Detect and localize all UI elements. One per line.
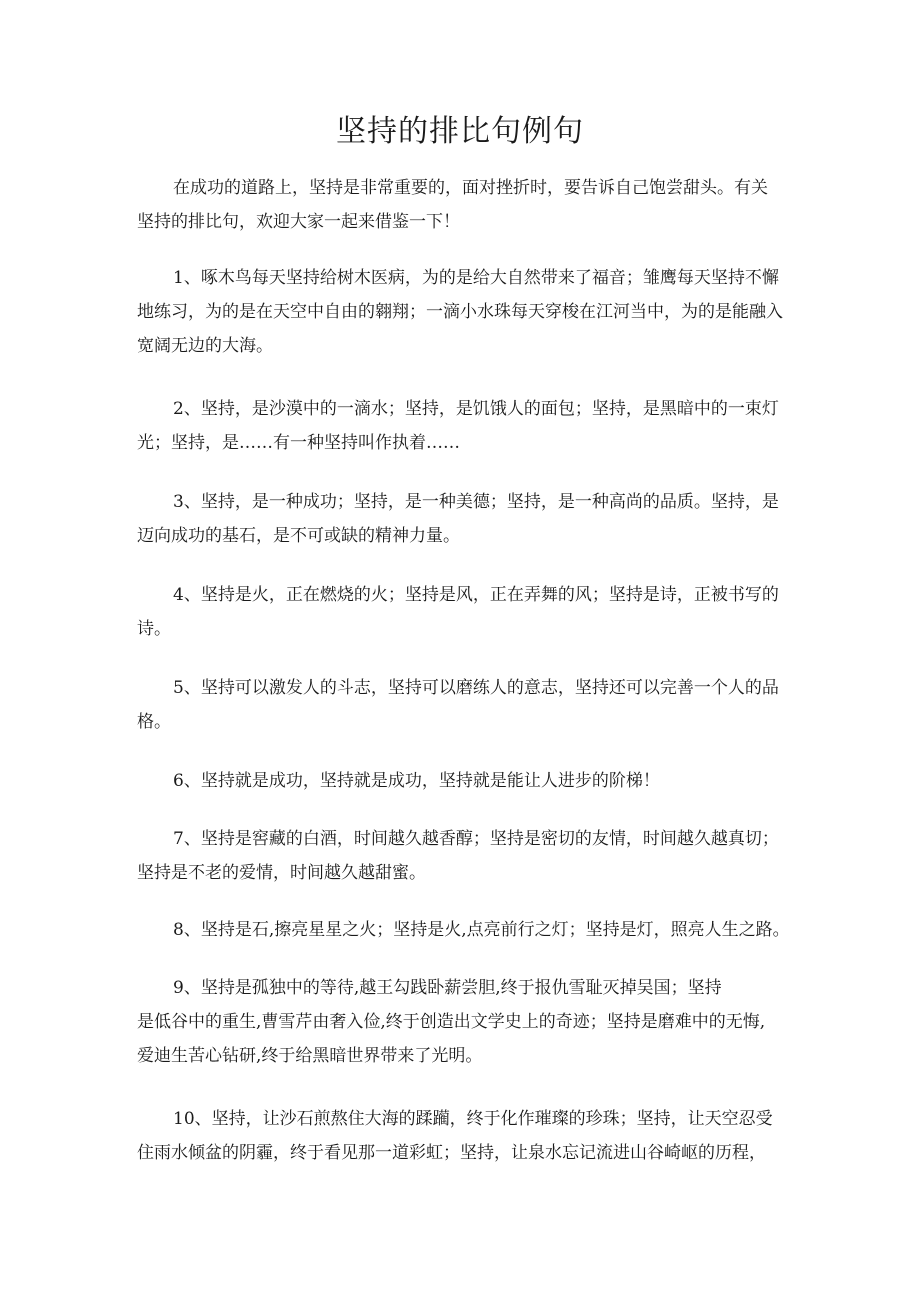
example-6-line-1: 6、坚持就是成功，坚持就是成功，坚持就是能让人进步的阶梯！ bbox=[173, 771, 660, 791]
example-9 bbox=[137, 971, 797, 1073]
example-7-line-1: 7、坚持是窖藏的白酒，时间越久越香醇；坚持是密切的友情，时间越久越真切； bbox=[173, 829, 779, 849]
example-10-line-2: 住雨水倾盆的阴霾，终于看见那一道彩虹；坚持，让泉水忘记流进山谷崎岖的历程， bbox=[137, 1143, 766, 1163]
example-7 bbox=[137, 822, 797, 890]
example-4-line-1: 4、坚持是火，正在燃烧的火；坚持是风，正在弄舞的风；坚持是诗，正被书写的 bbox=[173, 585, 779, 605]
example-3-line-2: 迈向成功的基石，是不可或缺的精神力量。 bbox=[137, 526, 460, 546]
example-6 bbox=[137, 764, 797, 798]
example-4-line-2: 诗。 bbox=[137, 619, 171, 639]
example-1 bbox=[137, 261, 797, 363]
example-1-line-1: 1、啄木鸟每天坚持给树木医病，为的是给大自然带来了福音；雏鹰每天坚持不懈 bbox=[173, 268, 779, 288]
example-10-line-1: 10、坚持，让沙石煎熬住大海的蹂躏，终于化作璀璨的珍珠；坚持，让天空忍受 bbox=[173, 1109, 773, 1129]
example-9-line-2: 是低谷中的重生,曹雪芹由奢入俭,终于创造出文学史上的奇迹；坚持是磨难中的无悔, bbox=[137, 1012, 766, 1032]
example-8-line-1: 8、坚持是石,擦亮星星之火；坚持是火,点亮前行之灯；坚持是灯，照亮人生之路。 bbox=[173, 920, 790, 940]
document-title: 坚持的排比句例句 bbox=[336, 114, 584, 149]
example-3-line-1: 3、坚持，是一种成功；坚持，是一种美德；坚持，是一种高尚的品质。坚持，是 bbox=[173, 492, 779, 512]
example-10 bbox=[137, 1102, 797, 1170]
example-4 bbox=[137, 578, 797, 646]
example-3 bbox=[137, 485, 797, 553]
example-2 bbox=[137, 392, 797, 460]
example-5 bbox=[137, 671, 797, 739]
example-8 bbox=[137, 913, 797, 947]
example-9-line-3: 爱迪生苦心钻研,终于给黑暗世界带来了光明。 bbox=[137, 1046, 483, 1066]
example-7-line-2: 坚持是不老的爱情，时间越久越甜蜜。 bbox=[137, 863, 426, 883]
intro-paragraph bbox=[137, 171, 797, 239]
example-2-line-1: 2、坚持，是沙漠中的一滴水；坚持，是饥饿人的面包；坚持，是黑暗中的一束灯 bbox=[173, 399, 779, 419]
example-9-line-1: 9、坚持是孤独中的等待,越王勾践卧薪尝胆,终于报仇雪耻灭掉吴国；坚持 bbox=[173, 978, 722, 998]
example-2-line-2: 光；坚持，是……有一种坚持叫作执着…… bbox=[137, 433, 460, 453]
intro-line-2: 坚持的排比句，欢迎大家一起来借鉴一下！ bbox=[137, 212, 460, 232]
example-1-line-2: 地练习，为的是在天空中自由的翱翔；一滴小水珠每天穿梭在江河当中，为的是能融入 bbox=[137, 302, 783, 322]
example-5-line-2: 格。 bbox=[137, 712, 171, 732]
intro-line-1: 在成功的道路上，坚持是非常重要的，面对挫折时，要告诉自己饱尝甜头。有关 bbox=[173, 178, 768, 198]
example-1-line-3: 宽阔无边的大海。 bbox=[137, 336, 273, 356]
example-5-line-1: 5、坚持可以激发人的斗志，坚持可以磨练人的意志，坚持还可以完善一个人的品 bbox=[173, 678, 779, 698]
